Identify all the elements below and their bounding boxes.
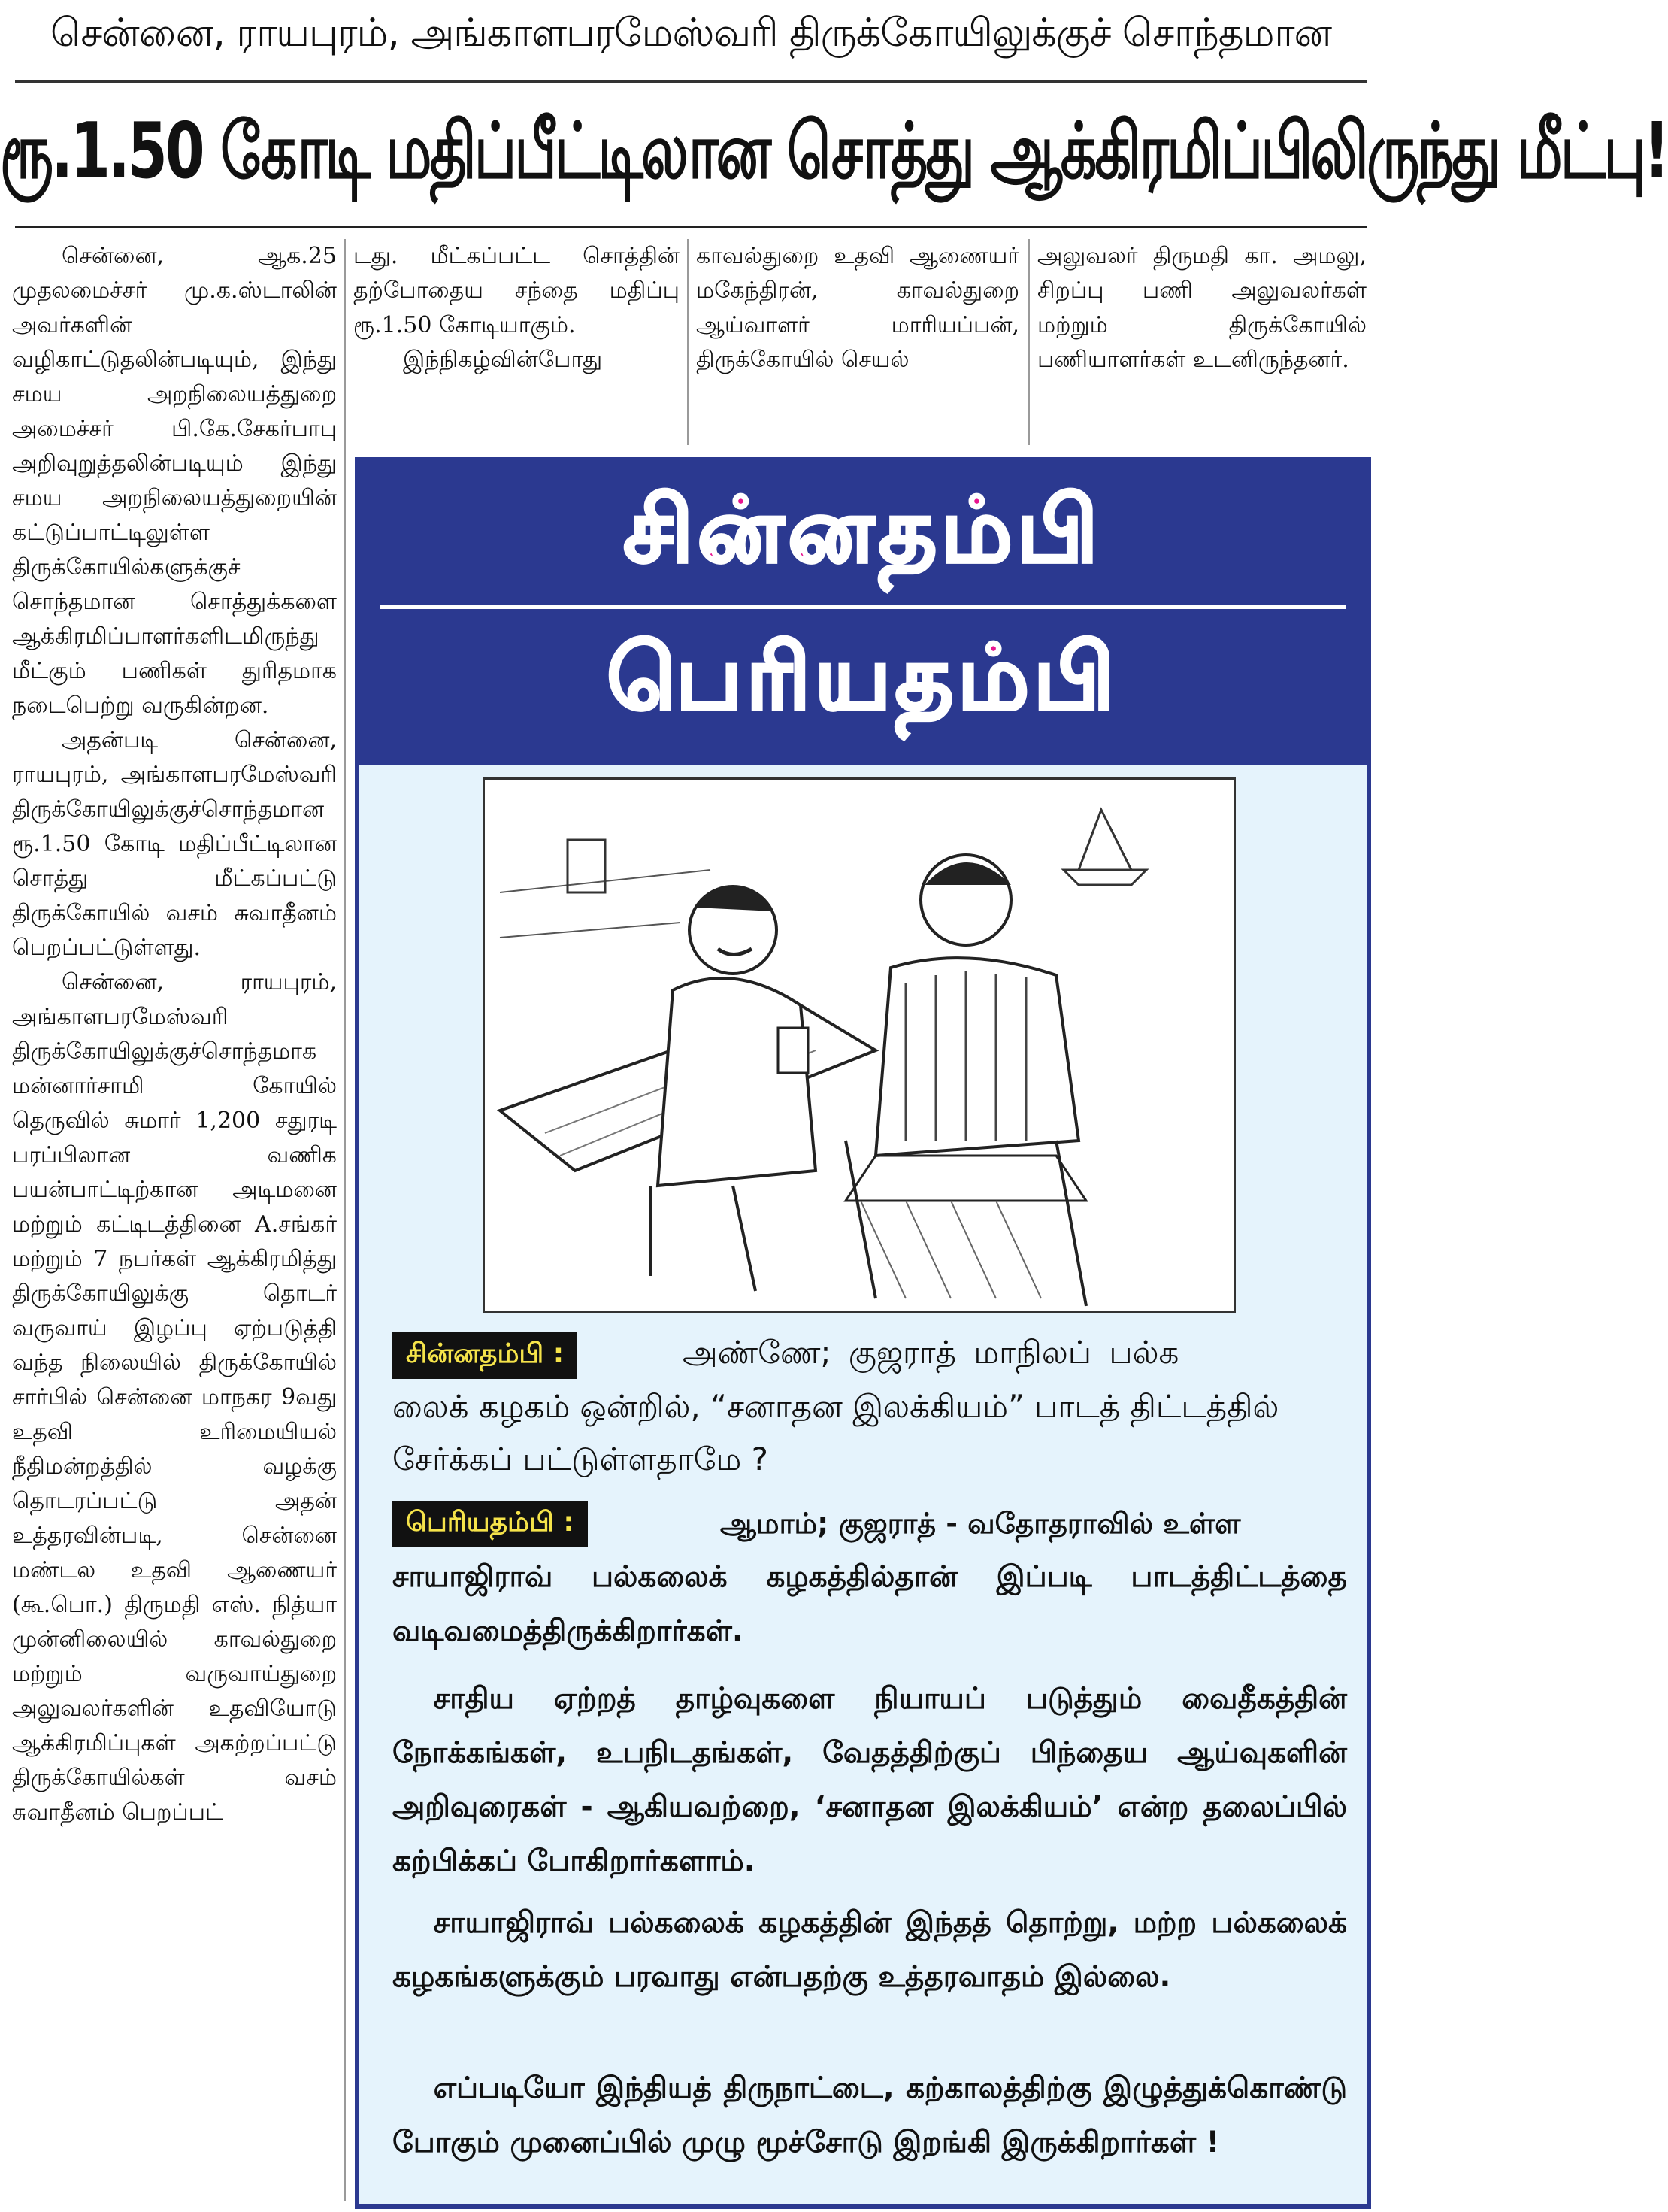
dialogue-paragraph-1: சாதிய ஏற்றத் தாழ்வுகளை நியாயப் படுத்தும் வைதீகத்தின் நோக்கங்கள், உபநிடதங்கள், வேதத்திற்குப் பிந்தைய ஆய்வுகளின் அறிவுரைகள் - ஆகியவற்றை, ‘சனாதன இலக்கியம்’ என்ற தலைப்பில் கற்பிக்கப் போகிறார்களாம்.	[392, 1682, 1347, 1878]
cartoon-of-two-men-talking-icon	[485, 780, 1234, 1311]
dialogue-line-1-rest: லைக் கழகம் ஒன்றில், “சனாதன இலக்கியம்” பாடத் திட்டத்தில் சேர்க்கப் பட்டுள்ளதாமே ?	[392, 1388, 1279, 1477]
headline-rule	[15, 226, 1367, 228]
article-column-1	[12, 239, 337, 1830]
cartoon-illustration	[483, 777, 1236, 1313]
column-title-line1: சின்னதம்பி	[623, 478, 1103, 582]
article-paragraph: காவல்துறை உதவி ஆணையர் மகேந்திரன், காவல்துறை ஆய்வாளர் மாரியப்பன், திருக்கோயில் செயல்	[696, 243, 1019, 373]
article-paragraph: சென்னை, ராயபுரம், அங்காளபரமேஸ்வரி திருக்கோயிலுக்குச்சொந்தமாக மன்னார்சாமி கோயில் தெருவில் சுமார் 1,200 சதுரடி பரப்பிலான வணிக பயன்பாட்டிற்கான அடிமனை மற்றும் கட்டிடத்தினை A.சங்கர் மற்றும் 7 நபர்கள் ஆக்கிரமித்து திருக்கோயிலுக்கு தொடர் வருவாய் இழப்பு ஏற்படுத்தி வந்த நிலையில் திருக்கோயில் சார்பில் சென்னை மாநகர 9வது உதவி உரிமையியல் நீதிமன்றத்தில் வழக்கு தொடரப்பட்டு அதன் உத்தரவின்படி, சென்னை மண்டல உதவி ஆணையர் (கூ.பொ.) திருமதி எஸ். நித்யா முன்னிலையில் காவல்துறை மற்றும் வருவாய்துறை அலுவலர்களின் உதவியோடு ஆக்கிரமிப்புகள் அகற்றப்பட்டு திருக்கோயில்கள் வசம் சுவாதீனம் பெறப்பட்	[12, 969, 337, 1826]
headline: ரூ.1.50 கோடி மதிப்பீட்டிலான சொத்து ஆக்கிரமிப்பிலிருந்து மீட்பு!	[0, 105, 1668, 196]
article-paragraph: இந்நிகழ்வின்போது	[403, 347, 603, 373]
column-divider	[344, 239, 346, 2201]
column-title-line2: பெரியதம்பி	[607, 626, 1119, 729]
article-column-3	[696, 239, 1019, 377]
dialogue-column-box	[355, 457, 1371, 2209]
speaker-label-periyathambi: பெரியதம்பி :	[392, 1501, 588, 1547]
article-paragraph: அலுவலர் திருமதி கா. அமலு, சிறப்பு பணி அலுவலர்கள் மற்றும் திருக்கோயில் பணியாளர்கள் உடனிருந்தனர்.	[1037, 243, 1367, 373]
article-column-4	[1037, 239, 1367, 377]
article-column-2	[353, 239, 680, 377]
dialogue-paragraph-2: சாயாஜிராவ் பல்கலைக் கழகத்தின் இந்தத் தொற்று, மற்ற பல்கலைக் கழகங்களுக்கும் பரவாது என்பதற்கு உத்தரவாதம் இல்லை.	[392, 1906, 1347, 1994]
column-divider	[687, 239, 689, 445]
kicker-line: சென்னை, ராயபுரம், அங்காளபரமேஸ்வரி திருக்கோயிலுக்குச் சொந்தமான	[50, 11, 1331, 56]
speaker-label-chinnathambi: சின்னதம்பி :	[392, 1332, 577, 1379]
article-paragraph: டது. மீட்கப்பட்ட சொத்தின் தற்போதைய சந்தை மதிப்பு ரூ.1.50 கோடியாகும்.	[353, 243, 680, 338]
dialogue-line-2-first: ஆமாம்; குஜராத் - வதோதராவில் உள்ள	[720, 1507, 1241, 1540]
dialogue-paragraph-3: எப்படியோ இந்தியத் திருநாட்டை, கற்காலத்திற்கு இழுத்துக்கொண்டு போகும் முனைப்பில் முழு மூச்சோடு இறங்கி இருக்கிறார்கள் !	[392, 2071, 1347, 2159]
banner-divider	[380, 605, 1346, 609]
dialogue-line-2-rest: சாயாஜிராவ் பல்கலைக் கழகத்தில்தான் இப்படி பாடத்திட்டத்தை வடிவமைத்திருக்கிறார்கள்.	[392, 1560, 1347, 1648]
column-banner	[359, 462, 1367, 765]
dialogue-line-1-first: அண்ணே; குஜராத் மாநிலப் பல்க	[683, 1334, 1179, 1371]
article-paragraph: சென்னை, ஆக.25 முதலமைச்சர் மு.க.ஸ்டாலின் அவர்களின் வழிகாட்டுதலின்படியும், இந்து சமய அறநிலையத்துறை அமைச்சர் பி.கே.சேகர்பாபு அறிவுறுத்தலின்படியும் இந்து சமய அறநிலையத்துறையின் கட்டுப்பாட்டிலுள்ள திருக்கோயில்களுக்குச் சொந்தமான சொத்துக்களை ஆக்கிரமிப்பாளர்களிடமிருந்து மீட்கும் பணிகள் துரிதமாக நடைபெற்று வருகின்றன.	[12, 243, 337, 719]
column-divider	[1028, 239, 1030, 445]
article-paragraph: அதன்படி சென்னை, ராயபுரம், அங்காளபரமேஸ்வரி திருக்கோயிலுக்குச்சொந்தமான ரூ.1.50 கோடி மதிப்பீட்டிலான சொத்து மீட்கப்பட்டு திருக்கோயில் வசம் சுவாதீனம் பெறப்பட்டுள்ளது.	[12, 727, 337, 961]
top-rule	[15, 80, 1367, 83]
